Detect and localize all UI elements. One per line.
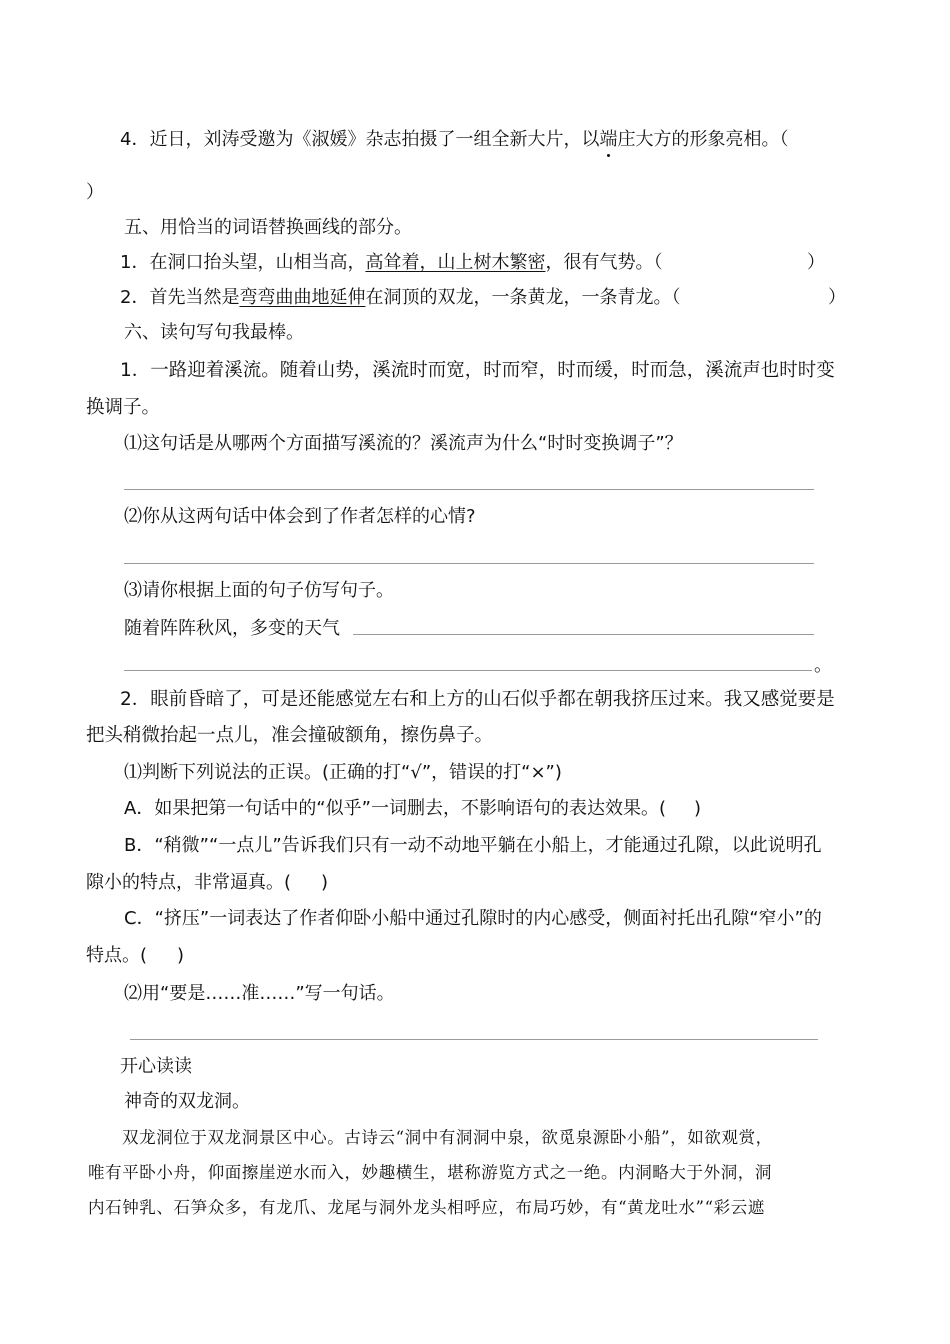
- q4-line: [120, 128, 788, 152]
- p2-statement-b-line2: [86, 871, 328, 895]
- p1-question2: ⑵你从这两句话中体会到了作者怎样的心情?: [124, 506, 476, 527]
- statement-b-text: 隙小的特点，非常逼真。(: [86, 872, 292, 893]
- p2-statement-c-line2: [86, 944, 184, 968]
- item1-underlined: 高耸着，山上树木繁密: [365, 252, 546, 273]
- statement-a-close: ): [693, 798, 702, 819]
- p1-question3-prompt: 随着阵阵秋风，多变的天气: [124, 618, 340, 639]
- section5-heading: 五、用恰当的词语替换画线的部分。: [124, 217, 412, 238]
- section5-item2: [120, 286, 680, 310]
- item2-answer-close: ）: [828, 287, 846, 308]
- item2-underlined: 弯弯曲曲地延伸: [239, 287, 366, 308]
- p2-question2: ⑵用“要是……准……”写一句话。: [124, 983, 395, 1004]
- p1-question3: ⑶请你根据上面的句子仿写句子。: [124, 580, 394, 601]
- q4-answer-close: ）: [86, 182, 104, 203]
- statement-c-text: 特点。(: [86, 945, 148, 966]
- p2-statement-b-line1: B．“稍微”“一点儿”告诉我们只有一动不动地平躺在小船上，才能通过孔隙，以此说明孔: [124, 835, 822, 856]
- section6-heading: 六、读句写句我最棒。: [124, 322, 304, 343]
- item1-answer-close: ）: [807, 252, 825, 273]
- reading-heading: 开心读读: [120, 1056, 192, 1077]
- answer-line[interactable]: [124, 489, 814, 490]
- item1-text-post: ，很有气势。（: [545, 252, 663, 273]
- answer-line[interactable]: [124, 670, 812, 671]
- section5-item1: [120, 251, 662, 275]
- q4-text-pre: 4．近日，刘涛受邀为《淑媛》杂志拍摄了一组全新大片，以: [120, 129, 600, 150]
- p2-statement-a: [124, 797, 701, 821]
- reading-title: 神奇的双龙洞。: [124, 1091, 250, 1112]
- statement-c-close: ): [177, 945, 185, 966]
- answer-line[interactable]: [124, 563, 814, 564]
- q4-dotted-char: 端: [599, 129, 618, 150]
- p2-question1: ⑴判断下列说法的正误。(正确的打“√”，错误的打“×”): [124, 762, 562, 783]
- statement-b-close: ): [321, 872, 329, 893]
- p1-line2: 换调子。: [86, 397, 161, 418]
- answer-line[interactable]: [353, 634, 814, 635]
- p2-line1: 2．眼前昏暗了，可是还能感觉左右和上方的山石似乎都在朝我挤压过来。我又感觉要是: [120, 689, 835, 710]
- p2-line2: 把头稍微抬起一点儿，准会撞破额角，擦伤鼻子。: [86, 725, 494, 746]
- item1-text-pre: 1．在洞口抬头望，山相当高，: [120, 252, 366, 273]
- reading-line3: 内石钟乳、石笋众多，有龙爪、龙尾与洞外龙头相呼应，布局巧妙，有“黄龙吐水”“彩云遮: [88, 1198, 765, 1217]
- item2-text-pre: 2．首先当然是: [120, 287, 240, 308]
- p1-line1: 1．一路迎着溪流。随着山势，溪流时而宽，时而窄，时而缓，时而急，溪流声也时时变: [120, 360, 835, 381]
- p2-statement-c-line1: C．“挤压”一词表达了作者仰卧小船中通过孔隙时的内心感受，侧面衬托出孔隙“窄小”的: [124, 908, 822, 929]
- reading-line1: 双龙洞位于双龙洞景区中心。古诗云“洞中有洞洞中泉，欲觅泉源卧小船”，如欲观赏，: [122, 1128, 773, 1147]
- statement-a-text: A．如果把第一句话中的“似乎”一词删去，不影响语句的表达效果。(: [124, 798, 666, 819]
- item2-text-post: 在洞顶的双龙，一条黄龙，一条青龙。（: [365, 287, 681, 308]
- reading-line2: 唯有平卧小舟，仰面擦崖逆水而入，妙趣横生，堪称游览方式之一绝。内洞略大于外洞，洞: [88, 1163, 772, 1182]
- p1-question3-period: 。: [814, 655, 832, 676]
- q4-text-post: 庄大方的形象亮相。（: [617, 129, 789, 150]
- answer-line[interactable]: [130, 1039, 818, 1040]
- p1-question1: ⑴这句话是从哪两个方面描写溪流的？溪流声为什么“时时变换调子”？: [124, 433, 683, 454]
